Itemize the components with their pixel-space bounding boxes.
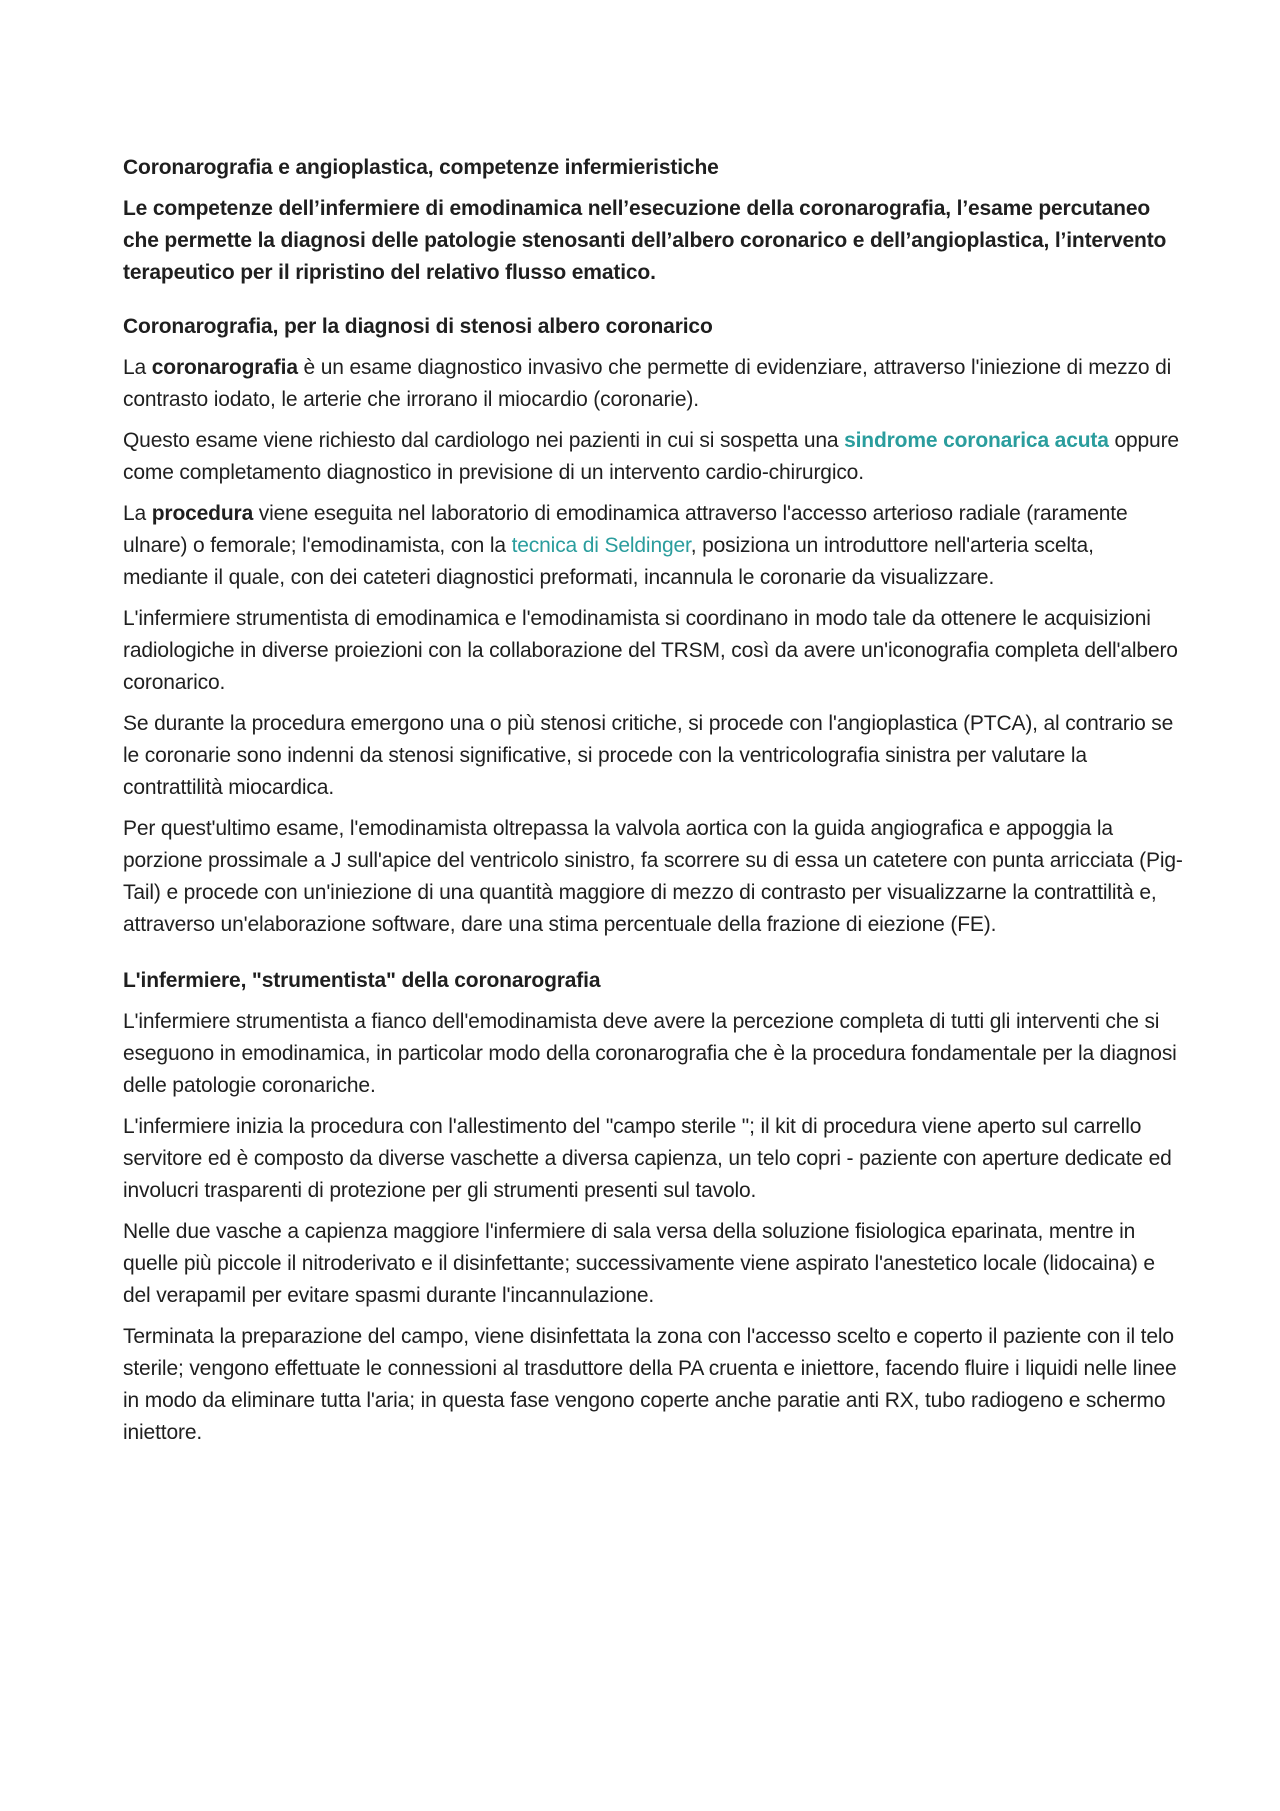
paragraph-campo-sterile: L'infermiere inizia la procedura con l'allestimento del "campo sterile "; il kit di procedura viene aperto sul carrello servitore ed è composto da diverse vaschette a diversa capienza, un telo copri - paziente con aperture dedicate ed involucri trasparenti di protezione per gli strumenti presenti sul tavolo. xyxy=(123,1115,1172,1202)
paragraph-strumentista-ruolo: L'infermiere strumentista a fianco dell'emodinamista deve avere la percezione completa di tutti gli interventi che si eseguono in emodinamica, in particolar modo della coronarografia che è la procedura fondamentale per la diagnosi delle patologie coronariche. xyxy=(123,1010,1177,1097)
bold-term-procedura: procedura xyxy=(151,502,254,525)
text-segment: , posiziona un introduttore nell'arteria scelta, mediante il quale, con dei cateteri diagnostici preformati, incannula le coronarie da visualizzare. xyxy=(123,534,1094,589)
paragraph-preparazione-campo: Terminata la preparazione del campo, viene disinfettata la zona con l'accesso scelto e coperto il paziente con il telo sterile; vengono effettuate le connessioni al trasduttore della PA cruenta e iniettore, facendo fluire i liquidi nelle linee in modo da eliminare tutta l'aria; in questa fase vengono coperte anche paratie anti RX, tubo radiogeno e schermo iniettore. xyxy=(123,1325,1177,1444)
bold-term-coronarografia: coronarografia xyxy=(151,356,298,379)
document-page xyxy=(123,152,1183,1458)
paragraph-richiesta-esame xyxy=(123,425,1183,489)
text-segment: Questo esame viene richiesto dal cardiologo nei pazienti in cui si sospetta una xyxy=(123,429,845,452)
paragraph-stenosi-critiche: Se durante la procedura emergono una o più stenosi critiche, si procede con l'angioplastica (PTCA), al contrario se le coronarie sono indenni da stenosi significative, si procede con la ventricolografia sinistra per valutare la contrattilità miocardica. xyxy=(123,712,1174,799)
paragraph-coronarografia-definizione xyxy=(123,352,1183,416)
text-segment: La xyxy=(123,356,152,379)
paragraph-vasche: Nelle due vasche a capienza maggiore l'infermiere di sala versa della soluzione fisiologica eparinata, mentre in quelle più piccole il nitroderivato e il disinfettante; successivamente viene aspirato l'anestetico locale (lidocaina) e del verapamil per evitare spasmi durante l'incannulazione. xyxy=(123,1220,1155,1307)
link-sindrome-coronarica-acuta[interactable]: sindrome coronarica acuta xyxy=(844,429,1109,452)
section-heading-strumentista: L'infermiere, "strumentista" della coronarografia xyxy=(123,969,601,992)
text-segment: La xyxy=(123,502,152,525)
link-tecnica-di-seldinger[interactable]: tecnica di Seldinger xyxy=(511,534,691,557)
document-title: Coronarografia e angioplastica, competenze infermieristiche xyxy=(123,156,719,179)
lead-paragraph: Le competenze dell’infermiere di emodinamica nell’esecuzione della coronarografia, l’esame percutaneo che permette la diagnosi delle patologie stenosanti dell’albero coronarico e dell’angioplastica, l’intervento terapeutico per il ripristino del relativo flusso ematico. xyxy=(123,197,1167,284)
paragraph-coordinamento: L'infermiere strumentista di emodinamica e l'emodinamista si coordinano in modo tale da ottenere le acquisizioni radiologiche in diverse proiezioni con la collaborazione del TRSM, così da avere un'iconografia completa dell'albero coronarico. xyxy=(123,607,1178,694)
paragraph-ventricolografia: Per quest'ultimo esame, l'emodinamista oltrepassa la valvola aortica con la guida angiografica e appoggia la porzione prossimale a J sull'apice del ventricolo sinistro, fa scorrere su di essa un catetere con punta arricciata (Pig-Tail) e procede con un'iniezione di una quantità maggiore di mezzo di contrasto per visualizzarne la contrattilità e, attraverso un'elaborazione software, dare una stima percentuale della frazione di eiezione (FE). xyxy=(123,817,1183,936)
text-segment: è un esame diagnostico invasivo che permette di evidenziare, attraverso l'iniezione di mezzo di contrasto iodato, le arterie che irrorano il miocardio (coronarie). xyxy=(123,356,1172,411)
paragraph-procedura xyxy=(123,498,1183,594)
text-segment: viene eseguita nel laboratorio di emodinamica attraverso l'accesso arterioso radiale (raramente ulnare) o femorale; l'emodinamista, con la xyxy=(123,502,1128,557)
text-segment: oppure come completamento diagnostico in previsione di un intervento cardio-chirurgico. xyxy=(123,429,1179,484)
section-heading-diagnosi: Coronarografia, per la diagnosi di stenosi albero coronarico xyxy=(123,315,713,338)
